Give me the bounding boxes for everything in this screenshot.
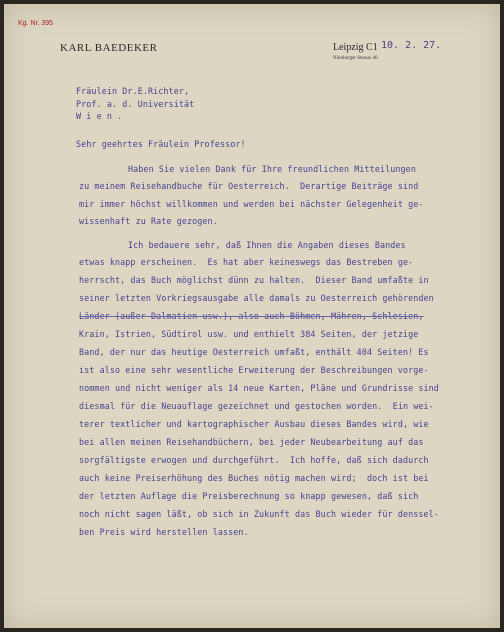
letterhead-company: KARL BAEDEKER <box>60 42 158 54</box>
recipient-line-2: Prof. a. d. Universität <box>76 99 195 109</box>
body-line: mir immer höchst willkommen und werden bei nächster Gelegenheit ge- <box>79 199 424 209</box>
letter-sheet <box>4 4 500 628</box>
body-line: Band, der nur das heutige Oesterreich umfaßt, enthält 404 Seiten! Es <box>79 347 429 357</box>
body-line: wissenhaft zu Rate gezogen. <box>79 216 218 226</box>
salutation: Sehr geehrtes Fräulein Professor! <box>76 139 246 149</box>
body-line: Krain, Istrien, Südtirol usw. und enthielt 384 Seiten, der jetzige <box>79 329 419 339</box>
body-line: diesmal für die Neuauflage gezeichnet und gestochen worden. Ein wei- <box>79 401 434 411</box>
body-line: der letzten Auflage die Preisberechnung so knapp gewesen, daß sich <box>79 491 419 501</box>
body-line: noch nicht sagen läßt, ob sich in Zukunft das Buch wieder für denssel- <box>79 509 439 519</box>
body-line: bei allen meinen Reisehandbüchern, bei jeder Neubearbeitung auf das <box>79 437 424 447</box>
body-line: etwas knapp erscheinen. Es hat aber keineswegs das Bestreben ge- <box>79 257 414 267</box>
body-line: ist also eine sehr wesentliche Erweiterung der Beschreibungen vorge- <box>79 365 429 375</box>
body-line: Haben Sie vielen Dank für Ihre freundlichen Mitteilungen <box>128 164 416 174</box>
body-line: Länder (außer Dalmatien usw.), also auch Böhmen, Mähren, Schlesien, <box>79 311 424 321</box>
recipient-line-1: Fräulein Dr.E.Richter, <box>76 86 190 96</box>
body-line: sorgfältigste erwogen und durchgeführt. Ich hoffe, daß sich dadurch <box>79 455 429 465</box>
body-line: seiner letzten Vorkriegsausgabe alle damals zu Oesterreich gehörenden <box>79 293 434 303</box>
letterhead-place: Leipzig C1 <box>333 42 378 53</box>
body-line: auch keine Preiserhöhung des Buches nötig machen wird; doch ist bei <box>79 473 429 483</box>
body-line: nommen und nicht weniger als 14 neue Karten, Pläne und Grundrisse sind <box>79 383 439 393</box>
body-line: herrscht, das Buch möglichst dünn zu halten. Dieser Band umfaßte in <box>79 275 429 285</box>
letter-date: 10. 2. 27. <box>381 40 442 51</box>
body-line: terer textlicher und kartographischer Ausbau dieses Bandes wird, wie <box>79 419 429 429</box>
body-line: Ich bedauere sehr, daß Ihnen die Angaben dieses Bandes <box>128 240 406 250</box>
letterhead-address: Nürnberger Strasse 46 <box>333 56 378 61</box>
recipient-line-3: W i e n . <box>76 111 123 121</box>
body-line: zu meinem Reisehandbuche für Oesterreich. Derartige Beiträge sind <box>79 181 419 191</box>
body-line: ben Preis wird herstellen lassen. <box>79 527 249 537</box>
archive-mark: Kg. Nr. 395 <box>18 20 54 27</box>
